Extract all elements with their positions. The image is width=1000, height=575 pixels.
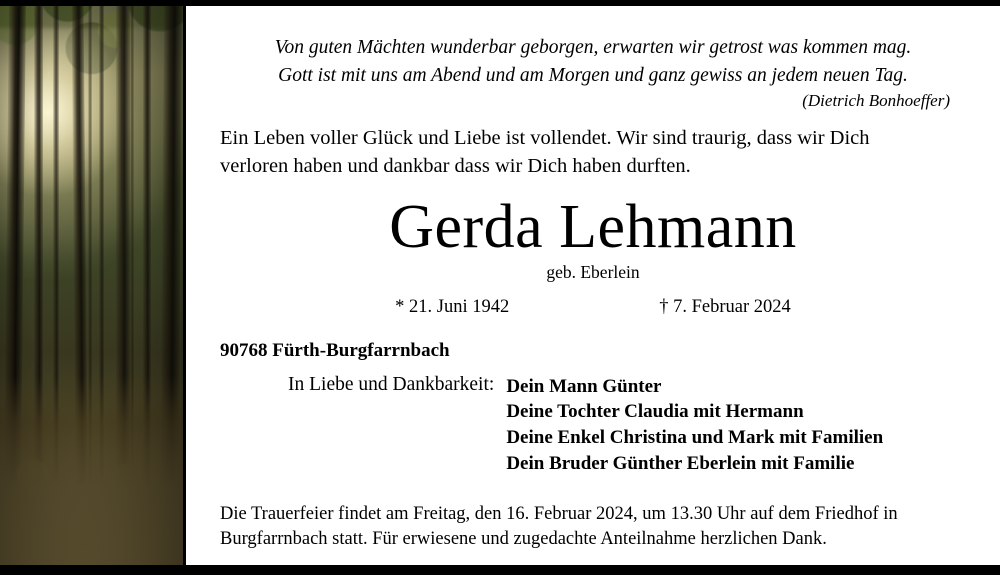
intro-line-1: Ein Leben voller Glück und Liebe ist vollendet. Wir sind traurig, dass wir Dich: [220, 127, 870, 150]
family-member: Dein Bruder Günther Eberlein mit Familie: [506, 452, 855, 474]
forest-photo: [0, 6, 186, 565]
gratitude-block: [220, 374, 966, 477]
gratitude-label: In Liebe und Dankbarkeit:: [288, 373, 495, 395]
photo-vignette: [0, 6, 183, 565]
life-dates: [220, 297, 966, 318]
birth-date: * 21. Juni 1942: [395, 296, 510, 317]
death-date: † 7. Februar 2024: [659, 296, 791, 317]
verse-line-2: Gott ist mit uns am Abend und am Morgen und ganz gewiss an jedem neuen Tag.: [278, 64, 908, 86]
ceremony-details: [220, 502, 966, 551]
deceased-name: Gerda Lehmann: [389, 192, 797, 261]
verse-line-1: Von guten Mächten wunderbar geborgen, erwarten wir getrost was kommen mag.: [274, 37, 912, 58]
family-member: Dein Mann Günter: [506, 375, 662, 397]
verse-author: (Dietrich Bonhoeffer): [802, 91, 950, 111]
place-of-residence: 90768 Fürth-Burgfarrnbach: [220, 339, 450, 361]
family-members: [506, 374, 883, 477]
intro-line-2: verloren haben und dankbar dass wir Dich haben durften.: [220, 155, 691, 178]
verse: [220, 34, 966, 89]
family-member: Deine Enkel Christina und Mark mit Familien: [506, 427, 884, 449]
maiden-name: geb. Eberlein: [546, 261, 640, 282]
notice-content: [186, 6, 1000, 565]
ceremony-line-1: Die Trauerfeier findet am Freitag, den 16. Februar 2024, um 13.30 Uhr auf dem Friedhof in: [220, 504, 898, 525]
family-member: Deine Tochter Claudia mit Hermann: [506, 401, 804, 423]
ceremony-line-2: Burgfarrnbach statt. Für erwiesene und zugedachte Anteilnahme herzlichen Dank.: [220, 528, 827, 549]
intro-text: [220, 125, 966, 180]
